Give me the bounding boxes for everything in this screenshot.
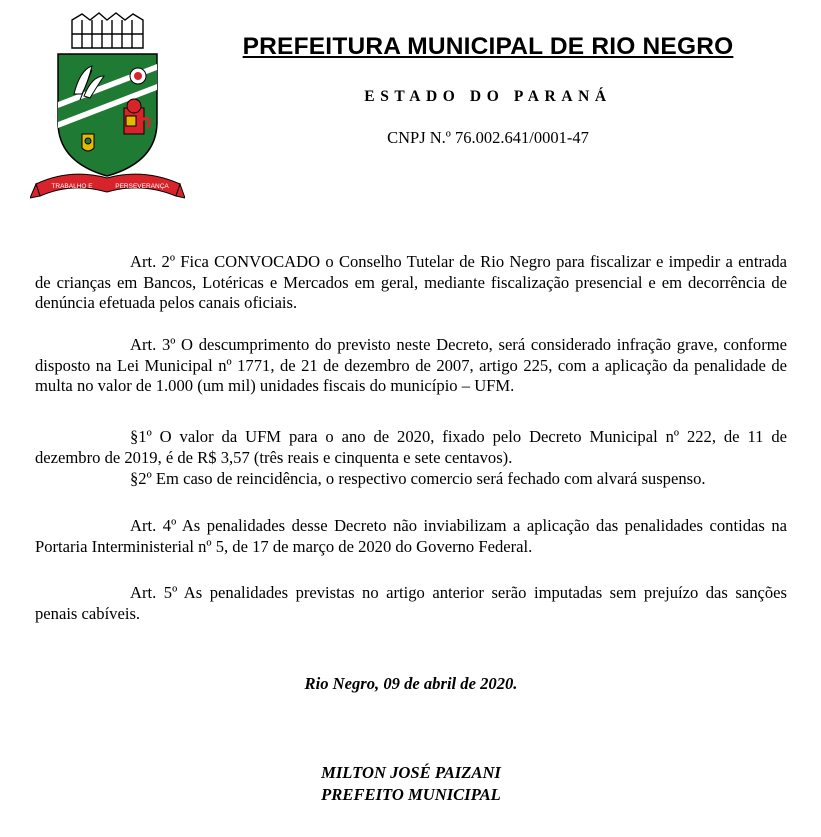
coat-of-arms-icon — [30, 10, 185, 205]
paragraph-2: §2º Em caso de reincidência, o respectivo comercio será fechado com alvará suspenso. — [130, 469, 706, 488]
cnpj-number: CNPJ N.º 76.002.641/0001-47 — [387, 128, 589, 147]
article-5: Art. 5º As penalidades previstas no artigo anterior serão imputadas sem prejuízo das sanções penais cabíveis. — [35, 583, 787, 623]
article-2: Art. 2º Fica CONVOCADO o Conselho Tutelar de Rio Negro para fiscalizar e impedir a entrada de crianças em Bancos, Lotéricas e Mercados em geral, mediante fiscalização presencial e em decorrência de denúncia efetuada pelos canais oficiais. — [35, 252, 787, 313]
article-4: Art. 4º As penalidades desse Decreto não inviabilizam a aplicação das penalidades contidas na Portaria Interministerial nº 5, de 17 de março de 2020 do Governo Federal. — [35, 516, 787, 556]
paragraph-1: §1º O valor da UFM para o ano de 2020, fixado pelo Decreto Municipal nº 222, de 11 de dezembro de 2019, é de R$ 3,57 (três reais e cinquenta e sete centavos). — [35, 427, 787, 467]
motto-right: PERSEVERANÇA — [115, 183, 169, 190]
signer-title: PREFEITO MUNICIPAL — [321, 785, 501, 804]
article-3: Art. 3º O descumprimento do previsto neste Decreto, será considerado infração grave, conforme disposto na Lei Municipal nº 1771, de 21 de dezembro de 2007, artigo 225, com a aplicação da penalidade de multa no valor de 1.000 (um mil) unidades fiscais do município – UFM. — [35, 335, 787, 396]
document-date: Rio Negro, 09 de abril de 2020. — [304, 674, 518, 693]
page-title: PREFEITURA MUNICIPAL DE RIO NEGRO — [242, 33, 734, 60]
state-name: ESTADO DO PARANÁ — [364, 88, 612, 105]
signer-name: MILTON JOSÉ PAIZANI — [321, 763, 501, 782]
motto-left: TRABALHO E — [51, 183, 93, 190]
